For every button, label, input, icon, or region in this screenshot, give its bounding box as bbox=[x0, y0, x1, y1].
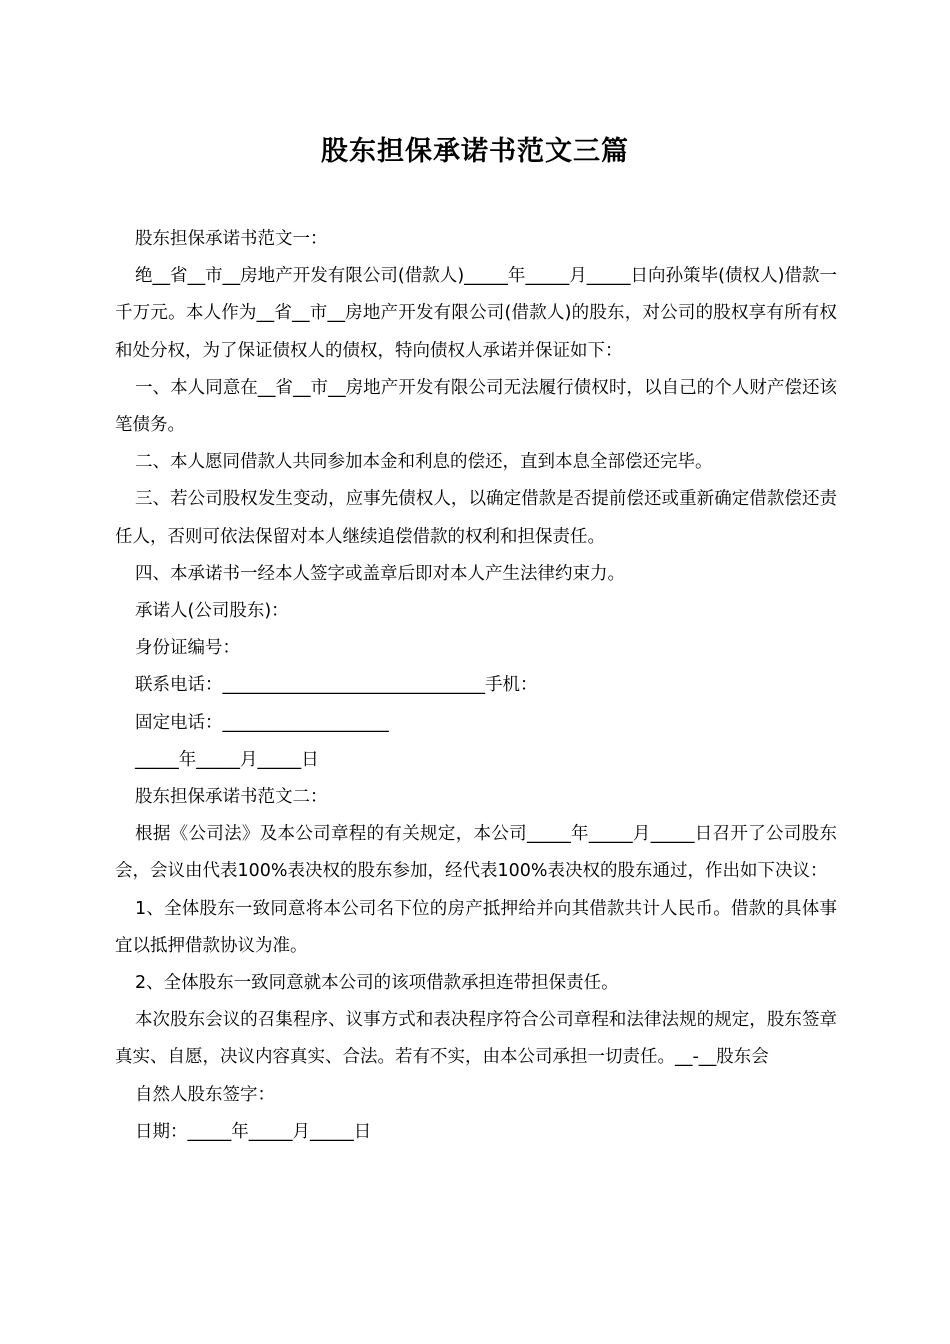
paragraph: 根据《公司法》及本公司章程的有关规定，本公司_____年_____月_____日召开了公司股东会，会议由代表100%表决权的股东参加，经代表100%表决权的股东通过，作出如下决议： bbox=[115, 824, 837, 882]
document-body bbox=[115, 221, 837, 1151]
paragraph: 固定电话：___________________ bbox=[135, 712, 389, 733]
paragraph: 1、全体股东一致同意将本公司名下位的房产抵押给并向其借款共计人民币。借款的具体事宜以抵押借款协议为准。 bbox=[115, 898, 837, 956]
paragraph: 2、全体股东一致同意就本公司的该项借款承担连带担保责任。 bbox=[135, 973, 619, 994]
paragraph: 二、本人愿同借款人共同参加本金和利息的偿还，直到本息全部偿还完毕。 bbox=[135, 452, 713, 473]
document-title: 股东担保承诺书范文三篇 bbox=[321, 136, 629, 167]
paragraph: 绝__省__市__房地产开发有限公司(借款人)_____年_____月_____日向孙策毕(债权人)借款一千万元。本人作为__省__市__房地产开发有限公司(借款人)的股东，对公司的股权享有所有权和处分权，为了保证债权人的债权，特向债权人承诺并保证如下： bbox=[115, 266, 837, 361]
paragraph: 承诺人(公司股东)： bbox=[135, 601, 289, 622]
paragraph: _____年_____月_____日 bbox=[135, 749, 319, 770]
paragraph: 联系电话：______________________________手机： bbox=[135, 675, 538, 696]
paragraph: 身份证编号： bbox=[135, 638, 240, 659]
paragraph: 自然人股东签字： bbox=[135, 1084, 275, 1105]
paragraph: 三、若公司股权发生变动，应事先债权人，以确定借款是否提前偿还或重新确定借款偿还责任人，否则可依法保留对本人继续追偿借款的权利和担保责任。 bbox=[115, 489, 837, 547]
paragraph: 一、本人同意在__省__市__房地产开发有限公司无法履行债权时，以自己的个人财产偿还该笔债务。 bbox=[115, 377, 837, 436]
paragraph: 日期：_____年_____月_____日 bbox=[135, 1121, 372, 1142]
paragraph: 股东担保承诺书范文二： bbox=[135, 787, 328, 808]
paragraph: 本次股东会议的召集程序、议事方式和表决程序符合公司章程和法律法规的规定，股东签章真实、自愿，决议内容真实、合法。若有不实，由本公司承担一切责任。__-__股东会 bbox=[115, 1010, 837, 1068]
paragraph: 股东担保承诺书范文一： bbox=[135, 229, 328, 249]
paragraph: 四、本承诺书一经本人签字或盖章后即对本人产生法律约束力。 bbox=[135, 563, 625, 584]
